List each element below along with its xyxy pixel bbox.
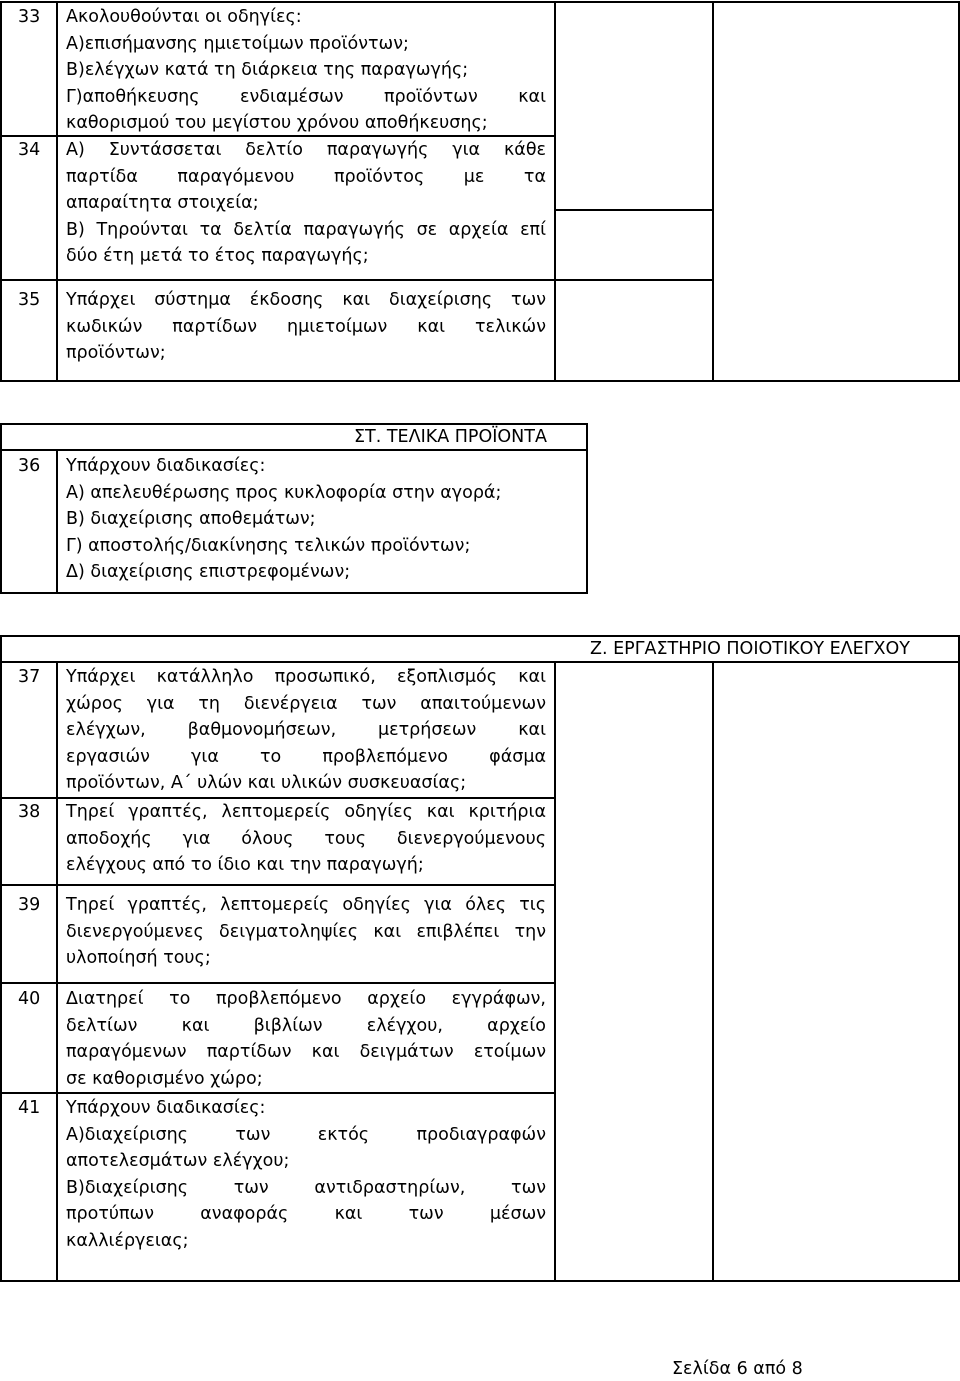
row-question xyxy=(66,287,546,367)
question-line: εργασιών για το προβλεπόμενο φάσμα xyxy=(66,746,546,767)
question-line: Τηρεί γραπτές, λεπτομερείς οδηγίες και κριτήρια xyxy=(66,802,546,822)
row-divider xyxy=(0,661,960,663)
section-title: Ζ. ΕΡΓΑΣΤΗΡΙΟ ΠΟΙΟΤΙΚΟΥ ΕΛΕΓΧΟΥ xyxy=(590,639,910,659)
question-line: προϊόντων; xyxy=(66,343,166,363)
row-number: 35 xyxy=(18,290,41,310)
question-line: δελτίων και βιβλίων ελέγχου, αρχείο xyxy=(66,1015,546,1036)
question-line: διενεργούμενες δειγματοληψίες και επιβλέπει την xyxy=(66,921,546,942)
row-number: 41 xyxy=(18,1098,41,1118)
section-title: ΣΤ. ΤΕΛΙΚΑ ΠΡΟΪΟΝΤΑ xyxy=(354,427,547,447)
question-line: Υπάρχουν διαδικασίες: xyxy=(66,1098,266,1118)
table-border xyxy=(0,635,2,1282)
table-border xyxy=(0,1280,960,1282)
row-number: 34 xyxy=(18,140,41,160)
column-divider xyxy=(712,1,714,382)
row-divider xyxy=(0,797,556,799)
row-question xyxy=(66,453,576,586)
question-line: Β) Τηρούνται τα δελτία παραγωγής σε αρχεία επί xyxy=(66,219,546,240)
question-line: Υπάρχουν διαδικασίες: xyxy=(66,456,266,476)
row-number: 39 xyxy=(18,895,41,915)
question-line: δύο έτη μετά το έτος παραγωγής; xyxy=(66,246,369,266)
row-number: 40 xyxy=(18,989,41,1009)
row-number: 36 xyxy=(18,456,41,476)
row-question xyxy=(66,1095,546,1254)
question-line: απαραίτητα στοιχεία; xyxy=(66,193,259,213)
question-line: προτύπων αναφοράς και των μέσων xyxy=(66,1204,546,1224)
question-line: Ακολουθούνται οι οδηγίες: xyxy=(66,7,302,27)
question-line: αποτελεσμάτων ελέγχου; xyxy=(66,1151,290,1171)
row-divider xyxy=(0,884,556,886)
question-line: Υπάρχει κατάλληλο προσωπικό, εξοπλισμός και xyxy=(66,667,546,687)
table-border xyxy=(0,423,2,594)
row-number: 33 xyxy=(18,7,41,27)
question-line: αποδοχής για όλους τους διενεργούμενους xyxy=(66,828,546,849)
question-line: ελέγχων, βαθμονομήσεων, μετρήσεων και xyxy=(66,720,546,740)
question-line: Διατηρεί το προβλεπόμενο αρχείο εγγράφων, xyxy=(66,989,546,1009)
question-line: υλοποίησή τους; xyxy=(66,948,211,968)
table-border xyxy=(0,423,588,425)
question-line: Β) διαχείρισης αποθεμάτων; xyxy=(66,509,316,529)
row-divider xyxy=(0,279,714,281)
table-border xyxy=(0,1,2,382)
question-line: Β)διαχείρισης των αντιδραστηρίων, των xyxy=(66,1177,546,1198)
page-number: Σελίδα 6 από 8 xyxy=(672,1359,803,1379)
question-line: Γ)αποθήκευσης ενδιαμέσων προϊόντων και xyxy=(66,86,546,107)
table-border xyxy=(0,635,960,637)
row-divider xyxy=(0,982,556,984)
question-line: Υπάρχει σύστημα έκδοσης και διαχείρισης των xyxy=(66,290,546,310)
question-line: Α) Συντάσσεται δελτίο παραγωγής για κάθε xyxy=(66,140,546,160)
table-border xyxy=(0,592,588,594)
table-border xyxy=(0,1,960,3)
question-line: Α)διαχείρισης των εκτός προδιαγραφών xyxy=(66,1124,546,1145)
row-divider xyxy=(0,1092,556,1094)
row-question xyxy=(66,892,546,972)
row-number: 38 xyxy=(18,802,41,822)
table-border xyxy=(0,380,960,382)
question-line: καθορισμού του μεγίστου χρόνου αποθήκευσης; xyxy=(66,113,488,133)
row-question xyxy=(66,137,546,270)
question-line: Δ) διαχείρισης επιστρεφομένων; xyxy=(66,562,351,582)
question-line: ελέγχους από το ίδιο και την παραγωγή; xyxy=(66,855,424,875)
question-line: κωδικών παρτίδων ημιετοίμων και τελικών xyxy=(66,316,546,337)
question-line: Α) απελευθέρωσης προς κυκλοφορία στην αγορά; xyxy=(66,482,502,503)
row-number: 37 xyxy=(18,667,41,687)
row-question xyxy=(66,986,546,1092)
column-divider xyxy=(56,1,58,382)
question-line: Α)επισήμανσης ημιετοίμων προϊόντων; xyxy=(66,33,409,54)
question-line: προϊόντων, Α΄ υλών και υλικών συσκευασίας; xyxy=(66,773,467,793)
question-line: Β)ελέγχων κατά τη διάρκεια της παραγωγής; xyxy=(66,60,469,80)
table-border xyxy=(586,423,588,594)
row-question xyxy=(66,4,546,137)
question-line: παραγόμενων παρτίδων και δειγμάτων ετοίμων xyxy=(66,1042,546,1062)
row-divider xyxy=(0,135,556,137)
question-line: σε καθορισμένο χώρο; xyxy=(66,1068,263,1089)
question-line: καλλιέργειας; xyxy=(66,1230,189,1251)
column-divider xyxy=(554,1,556,382)
column-divider xyxy=(56,449,58,594)
row-divider xyxy=(0,449,588,451)
row-question xyxy=(66,664,546,797)
column-divider xyxy=(56,661,58,1282)
column-divider xyxy=(554,661,556,1282)
question-line: Τηρεί γραπτές, λεπτομερείς οδηγίες για όλες τις xyxy=(66,895,546,915)
question-line: χώρος για τη διενέργεια των απαιτούμενων xyxy=(66,693,546,714)
row-question xyxy=(66,799,546,879)
question-line: Γ) αποστολής/διακίνησης τελικών προϊόντων; xyxy=(66,535,471,556)
row-divider xyxy=(556,209,714,211)
question-line: παρτίδα παραγόμενου προϊόντος με τα xyxy=(66,166,546,187)
column-divider xyxy=(712,661,714,1282)
